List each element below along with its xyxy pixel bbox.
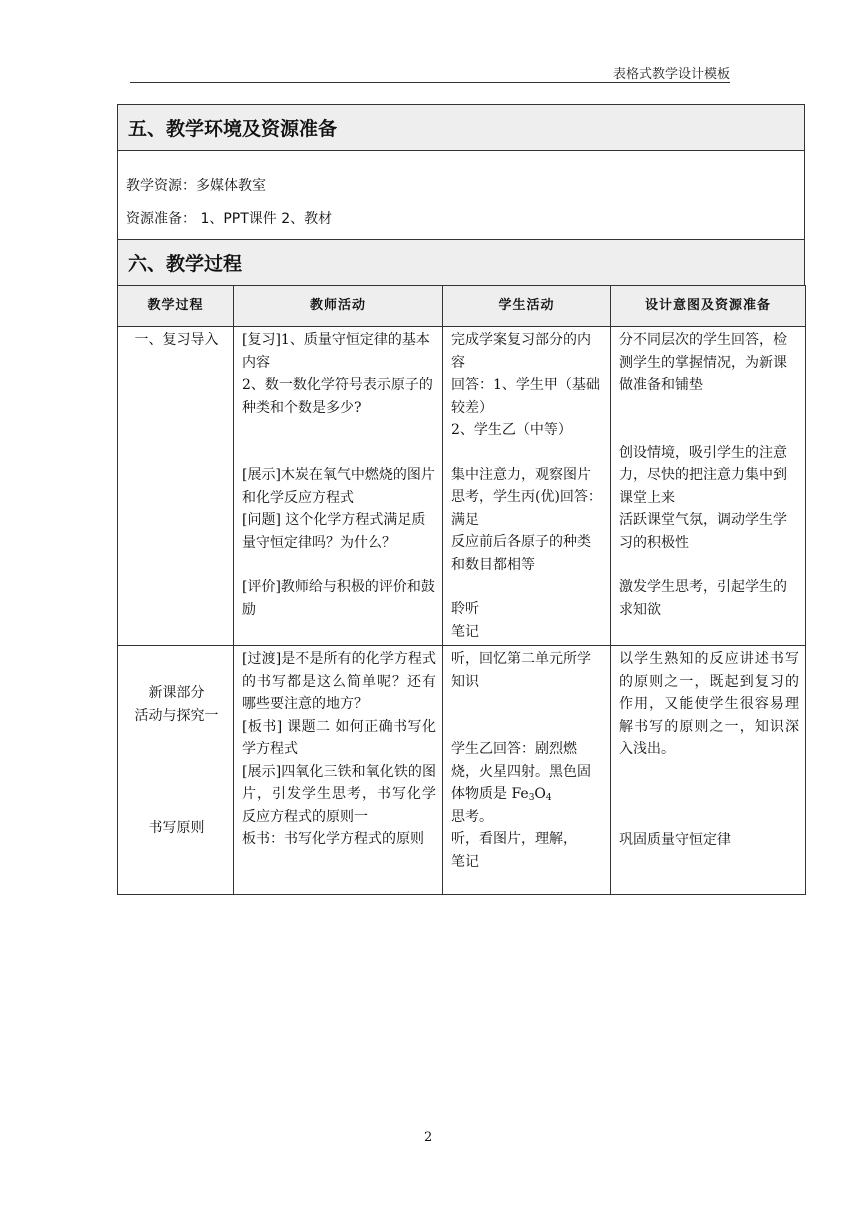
design-intent-cell <box>611 327 806 646</box>
teacher-activity-text: [展示]四氧化三铁和氧化铁的图片，引发学生思考，书写化学反应方程式的原则一 <box>242 763 436 825</box>
student-activity-text: 回答：1、学生甲（基础较差） <box>451 377 600 416</box>
student-activity-text: 听，看图片，理解， <box>451 831 577 847</box>
design-intent-text: 以学生熟知的反应讲述书写的原则之一，既起到复习的作用，又能使学生很容易理解书写的原则之一，知识深入浅出。 <box>619 651 799 757</box>
student-activity-text: 2、学生乙（中等） <box>451 422 572 438</box>
stage-activity-label: 活动与探究一 <box>134 707 219 724</box>
design-intent-text: 活跃课堂气氛，调动学生学习的积极性 <box>619 512 787 551</box>
header-rule <box>130 82 730 83</box>
table-header-row <box>118 286 806 327</box>
design-intent-cell <box>611 646 806 895</box>
stage-new-lesson-label: 新课部分 <box>148 685 205 701</box>
teacher-activity-text: 2、数一数化学符号表示原子的种类和个数是多少? <box>242 377 433 416</box>
design-intent-text: 巩固质量守恒定律 <box>619 831 731 848</box>
student-activity-text: 聆听 <box>451 601 479 617</box>
page-number: 2 <box>424 1130 433 1145</box>
design-intent-text: 分不同层次的学生回答，检测学生的掌握情况，为新课做准备和铺垫 <box>619 332 787 393</box>
table-row <box>118 327 806 646</box>
student-answer-text: 学生乙回答：剧烈燃烧，火星四射。黑色固体物质是 Fe <box>451 741 591 802</box>
column-header-student: 学生活动 <box>443 286 611 327</box>
student-activity-text: 完成学案复习部分的内容 <box>451 332 591 371</box>
stage-review <box>118 327 234 646</box>
section5-body <box>117 150 805 240</box>
teacher-activity-text: [板书] 课题二 如何正确书写化学方程式 <box>242 718 436 757</box>
column-header-stage: 教学过程 <box>118 286 234 327</box>
teacher-activity-text: 板书：书写化学方程式的原则 <box>242 831 424 847</box>
student-activity-text: 集中注意力，观察图片思考，学生丙(优)回答：满足 <box>451 466 602 528</box>
header-title: 表格式教学设计模板 <box>613 67 731 82</box>
section6-title: 六、教学过程 <box>117 239 805 286</box>
student-activity-text: 思考。 <box>451 808 493 825</box>
table-row <box>118 646 806 895</box>
design-intent-text: 激发学生思考，引起学生的求知欲 <box>619 579 787 618</box>
student-activity-cell <box>443 327 611 646</box>
student-activity-text: 笔记 <box>451 853 479 870</box>
column-header-design: 设计意图及资源准备 <box>611 286 806 327</box>
student-activity-text: 笔记 <box>451 623 479 640</box>
student-activity-text: 反应前后各原子的种类和数目都相等 <box>451 534 591 573</box>
teacher-activity-cell <box>234 327 443 646</box>
teaching-resources-text: 教学资源：多媒体教室 <box>126 178 266 194</box>
teacher-activity-text: [评价]教师给与积极的评价和鼓励 <box>242 579 435 618</box>
stage-new-lesson <box>118 646 234 895</box>
stage-writing-principle-label: 书写原则 <box>148 820 205 836</box>
column-header-teacher: 教师活动 <box>234 286 443 327</box>
resource-preparation-text: 资源准备： 1、PPT课件 2、教材 <box>126 211 333 227</box>
teacher-activity-text: [展示]木炭在氧气中燃烧的图片和化学反应方程式 <box>242 467 435 506</box>
student-activity-text: 听，回忆第二单元所学知识 <box>451 651 591 690</box>
teacher-activity-text: [问题] 这个化学方程式满足质量守恒定律吗？为什么？ <box>242 512 426 551</box>
teacher-activity-text: [过渡]是不是所有的化学方程式的书写都是这么简单呢？还有哪些要注意的地方？ <box>242 651 436 712</box>
teaching-process-table <box>117 285 806 895</box>
student-activity-text <box>451 738 604 806</box>
section5-title: 五、教学环境及资源准备 <box>117 104 805 151</box>
stage-review-label: 一、复习导入 <box>134 332 219 348</box>
teacher-activity-cell <box>234 646 443 895</box>
design-intent-text: 创设情境，吸引学生的注意力，尽快的把注意力集中到课堂上来 <box>619 444 787 506</box>
student-activity-cell <box>443 646 611 895</box>
formula-subscript: 3 <box>528 793 535 803</box>
formula-subscript: 4 <box>545 793 552 803</box>
formula-oxygen: O <box>534 786 546 802</box>
teacher-activity-text: [复习]1、质量守恒定律的基本内容 <box>242 332 430 371</box>
